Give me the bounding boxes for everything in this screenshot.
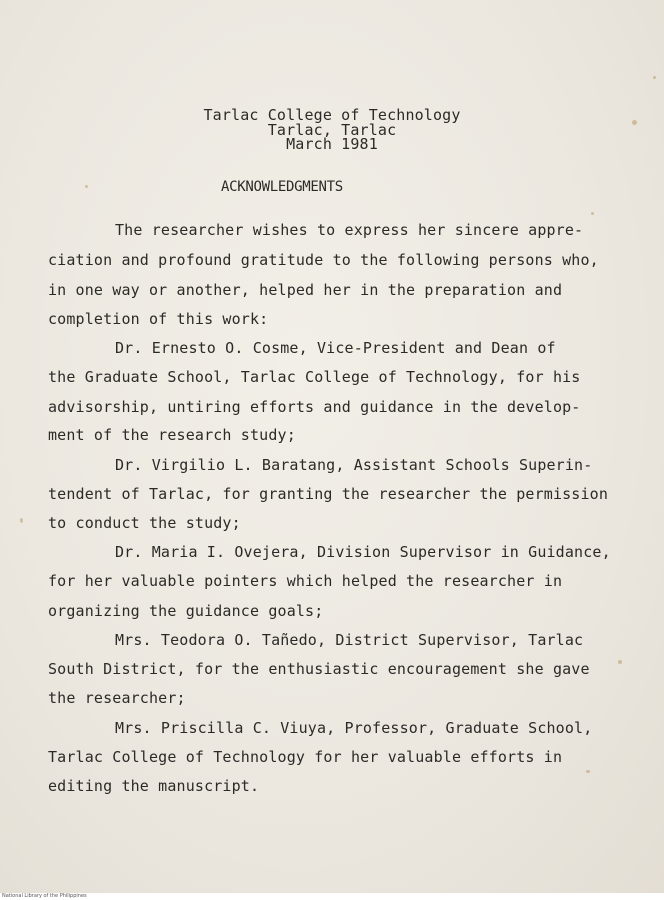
paper-speck bbox=[85, 185, 88, 188]
body-line: ciation and profound gratitude to the following persons who, bbox=[48, 251, 599, 269]
body-line: for her valuable pointers which helped the researcher in bbox=[48, 572, 563, 590]
body-line: Dr. Maria I. Ovejera, Division Supervisor in Guidance, bbox=[115, 543, 611, 561]
paper-speck bbox=[586, 770, 590, 773]
body-line: Tarlac College of Technology for her valuable efforts in bbox=[48, 748, 563, 766]
paper-speck bbox=[618, 660, 622, 664]
paper-speck bbox=[632, 120, 637, 125]
body-line: the Graduate School, Tarlac College of Technology, for his bbox=[48, 368, 581, 386]
body-line: Mrs. Teodora O. Tañedo, District Supervisor, Tarlac bbox=[115, 631, 584, 649]
paper-speck bbox=[591, 212, 594, 215]
footer-text: National Library of the Philippines bbox=[2, 893, 87, 899]
body-line: advisorship, untiring efforts and guidance in the develop- bbox=[48, 398, 581, 416]
body-line: to conduct the study; bbox=[48, 514, 241, 532]
header-location: Tarlac, Tarlac bbox=[267, 121, 397, 139]
scan-footer bbox=[0, 893, 664, 900]
body-line: editing the manuscript. bbox=[48, 777, 260, 795]
body-line: tendent of Tarlac, for granting the researcher the permission bbox=[48, 485, 609, 503]
paper-speck bbox=[20, 518, 23, 523]
page-title: ACKNOWLEDGMENTS bbox=[221, 179, 343, 195]
body-line: ment of the research study; bbox=[48, 426, 296, 444]
body-line: South District, for the enthusiastic encouragement she gave bbox=[48, 660, 590, 678]
body-line: Dr. Ernesto O. Cosme, Vice-President and Dean of bbox=[115, 339, 556, 357]
body-line: in one way or another, helped her in the preparation and bbox=[48, 281, 563, 299]
body-line: the researcher; bbox=[48, 689, 186, 707]
header-institution: Tarlac College of Technology bbox=[203, 106, 461, 124]
paper-speck bbox=[653, 76, 656, 79]
body-line: Dr. Virgilio L. Baratang, Assistant Schools Superin- bbox=[115, 456, 593, 474]
body-line: Mrs. Priscilla C. Viuya, Professor, Graduate School, bbox=[115, 719, 593, 737]
header-date: March 1981 bbox=[286, 135, 378, 153]
body-line: completion of this work: bbox=[48, 310, 269, 328]
body-line: organizing the guidance goals; bbox=[48, 602, 324, 620]
body-line: The researcher wishes to express her sincere appre- bbox=[115, 221, 584, 239]
